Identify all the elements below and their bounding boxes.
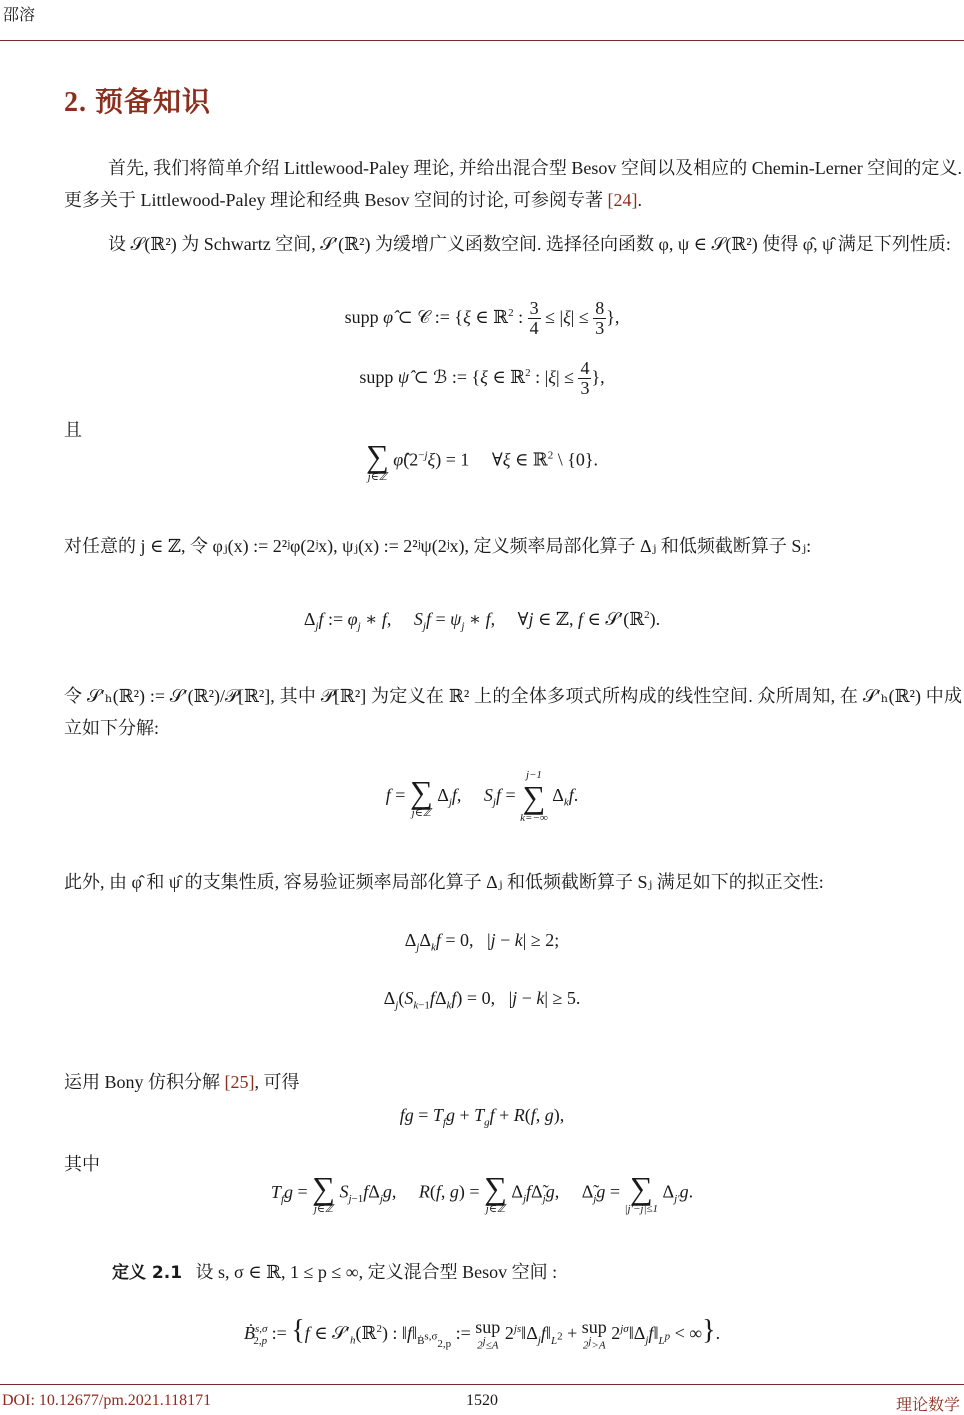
equation-partition-of-unity: ∑ j∈ℤ $\varphî(2^{-j}\xi) = 1$ ∀ξ ∈ ℝ$^2$ \ {0}. — [365, 438, 599, 483]
equation-supp-psi: supp ψ̂ ⊂ ℬ := {ξ ∈ ℝ$^2$ : |ξ| ≤ $\frac{4}{3}$ }, — [359, 358, 605, 399]
where-word: 其中 — [64, 1154, 100, 1174]
definition-text: 设 s, σ ∈ ℝ, 1 ≤ p ≤ ∞, 定义混合型 Besov 空间 : — [195, 1262, 558, 1282]
equation-decomposition: f = ∑ j∈ℤ $\Delta_jf$, $S_jf$ = j−1 ∑ k=−∞ $\Delta_kf$. — [385, 769, 579, 824]
equation-orthogonality-2: $\Delta_j(S_{k-1}f\Delta_kf) = 0$, |j − k| ≥ 5. — [383, 988, 581, 1012]
equation-besov-definition: Ḃ$^{s,\sigma}_{2,p}$ := {f ∈ $𝒮'_h(ℝ^2)$ : $‖f‖_{Ḃ^{s,\sigma}_{2,p}}$ := sup $2^j\le A$ $2^{js}‖\Delta_jf‖_{L^2}$ + sup $2^j>A$ $2^{j\sigma}‖\Delta_jf‖_{L^p}$ < ∞}. — [243, 1315, 721, 1352]
citation-link-25[interactable]: [25] — [224, 1072, 255, 1092]
footer-rule — [0, 1384, 964, 1385]
homogeneous-space-paragraph: 令 𝒮′ₕ(ℝ²) := 𝒮′(ℝ²)/𝒫[ℝ²], 其中 𝒫[ℝ²] 为定义在 ℝ² 上的全体多项式所构成的线性空间. 众所周知, 在 𝒮′ₕ(ℝ²) 中成立如下分解: — [64, 686, 962, 738]
schwartz-paragraph: 设 𝒮(ℝ²) 为 Schwartz 空间, 𝒮′(ℝ²) 为缓增广义函数空间. 选择径向函数 φ, ψ ∈ 𝒮(ℝ²) 使得 φ̂, ψ̂ 满足下列性质: — [108, 234, 951, 254]
equation-supp-phi: supp φ̂ ⊂ 𝒞 := {ξ ∈ ℝ$^2$ : $\frac{3}{4}$ ≤ |ξ| ≤ $\frac{8}{3}$ }, — [344, 298, 620, 339]
citation-link-24[interactable]: [24] — [607, 190, 638, 210]
and-word: 且 — [64, 420, 82, 440]
section-title: 2. 预备知识 — [64, 87, 212, 118]
equation-paraproduct-terms: $T_fg$ = ∑ j∈ℤ $S_{j-1}f\Delta_jg$, R(f, g) = ∑ j∈ℤ $\Delta_jf\Deltã_jg$, $\Deltã_jg$ = ∑ |j′−j|≤1 $\Delta_{j'}g$. — [270, 1170, 694, 1215]
footer-journal-name: 理论数学 — [895, 1397, 960, 1414]
running-header-author: 邵溶 — [3, 7, 36, 24]
intro-text: 首先, 我们将简单介绍 Littlewood-Paley 理论, 并给出混合型 Besov 空间以及相应的 Chemin-Lerner 空间的定义. 更多关于 Littlewood-Paley 理论和经典 Besov 空间的讨论, 可参阅专著 — [64, 158, 962, 210]
footer-page-number: 1520 — [466, 1392, 498, 1409]
definition-2-1 — [112, 1256, 962, 1289]
bony-paragraph — [64, 1066, 962, 1098]
bony-text: 运用 Bony 仿积分解 — [64, 1072, 225, 1092]
intro-paragraph — [64, 152, 962, 216]
definition-label: 定义 2.1 — [112, 1263, 183, 1283]
equation-orthogonality-1: $\Delta_j\Delta_kf = 0$, |j − k| ≥ 2; — [404, 930, 560, 954]
equation-bony-decomposition: fg = $T_fg + T_gf + R(f$, g), — [399, 1105, 565, 1129]
intro-text-end: . — [637, 190, 642, 210]
orthogonality-paragraph: 此外, 由 φ̂ 和 ψ̂ 的支集性质, 容易验证频率局部化算子 Δⱼ 和低频截断算子 Sⱼ 满足如下的拟正交性: — [64, 872, 824, 892]
equation-dyadic-operators: $\Delta_jf$ := $\varphi_j$ ∗ f, $S_jf = \psi_j$ ∗ f, ∀j ∈ ℤ, f ∈ 𝒮′(ℝ$^2$). — [303, 609, 661, 633]
operators-paragraph: 对任意的 j ∈ ℤ, 令 φⱼ(x) := 2²ʲφ(2ʲx), ψⱼ(x) := 2²ʲψ(2ʲx), 定义频率局部化算子 Δⱼ 和低频截断算子 Sⱼ: — [64, 536, 812, 556]
bony-text-end: , 可得 — [254, 1072, 300, 1092]
footer-doi-link[interactable]: DOI: 10.12677/pm.2021.118171 — [2, 1392, 212, 1409]
header-rule — [0, 40, 964, 41]
